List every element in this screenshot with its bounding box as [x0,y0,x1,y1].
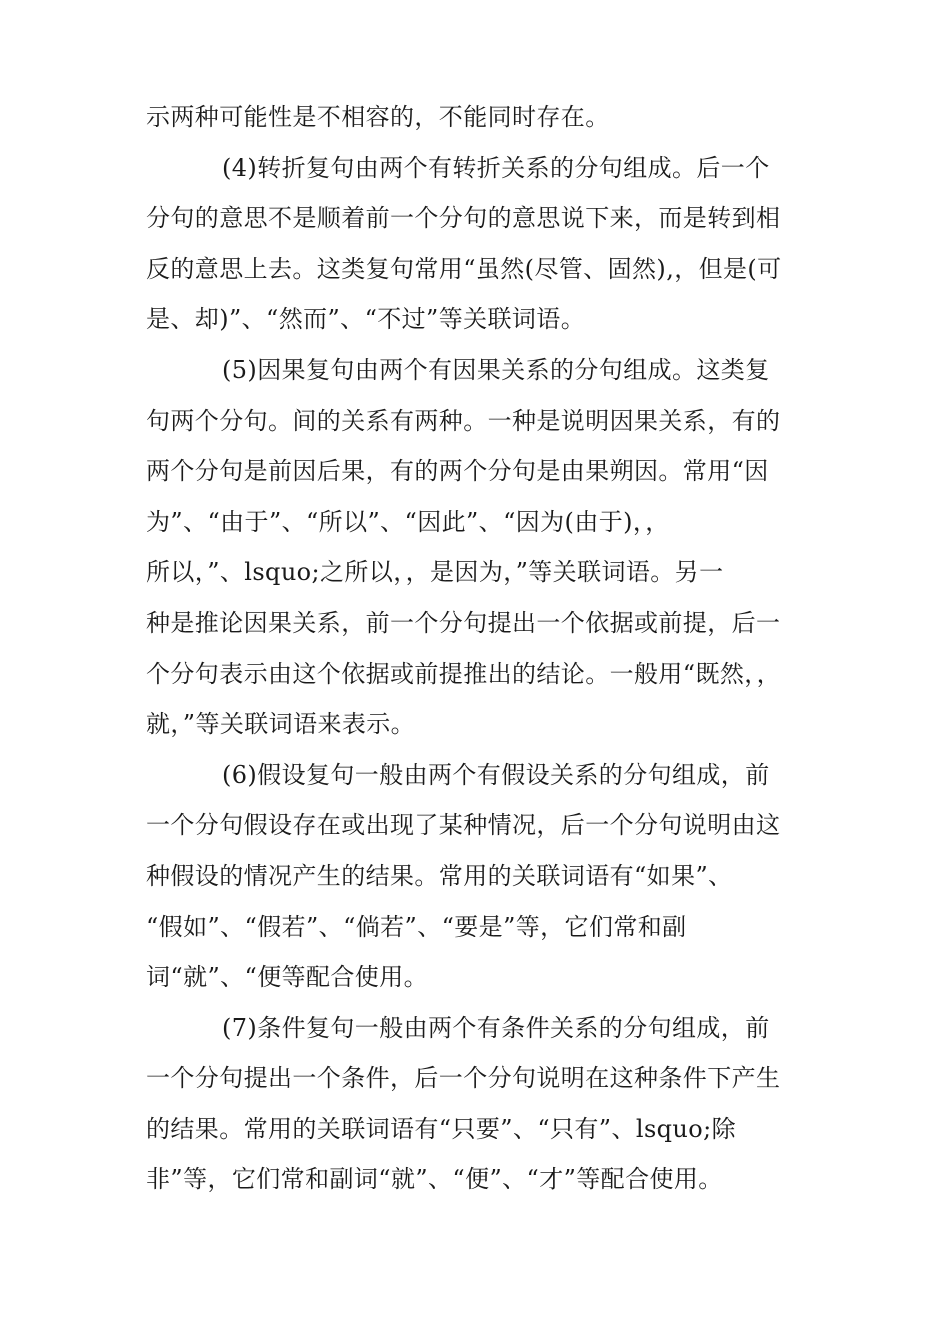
text-line: 两个分句是前因后果，有的两个分句是由果朔因。常用“因 [146,457,769,486]
paragraph-5-first-line: (5)因果复句由两个有因果关系的分句组成。这类复 [222,355,770,384]
text-line: 一个分句提出一个条件，后一个分句说明在这种条件下产生 [146,1064,781,1093]
text-line: 句两个分句。间的关系有两种。一种是说明因果关系，有的 [146,406,781,435]
text-line: 种假设的情况产生的结果。常用的关联词语有“如果”、 [146,861,733,890]
paragraph-6-first-line: (6)假设复句一般由两个有假设关系的分句组成，前 [222,760,770,789]
text-line: “假如”、“假若”、“倘若”、“要是”等，它们常和副 [146,912,687,941]
text-line: 是、却)”、“然而”、“不过”等关联词语。 [146,305,586,334]
text-line: 个分句表示由这个依据或前提推出的结论。一般用“既然，， [146,659,782,688]
text-line: 为”、“由于”、“所以”、“因此”、“因为(由于)，， [146,507,670,536]
text-line: 的结果。常用的关联词语有“只要”、“只有”、lsquo;除 [146,1114,737,1143]
text-line: 词“就”、“便等配合使用。 [146,963,429,992]
text-line: 反的意思上去。这类复句常用“虽然(尽管、固然),，但是(可 [146,254,782,283]
text-line: 一个分句假设存在或出现了某种情况，后一个分句说明由这 [146,811,781,840]
text-line: 种是推论因果关系，前一个分句提出一个依据或前提，后一 [146,608,781,637]
text-line: 示两种可能性是不相容的，不能同时存在。 [146,103,610,131]
paragraph-7-first-line: (7)条件复句一般由两个有条件关系的分句组成，前 [222,1013,770,1042]
text-line: 非”等，它们常和副词“就”、“便”、“才”等配合使用。 [146,1165,723,1194]
text-line: 分句的意思不是顺着前一个分句的意思说下来，而是转到相 [146,204,781,233]
text-line: 就，”等关联词语来表示。 [146,710,416,739]
document-body [146,92,814,1205]
text-line: 所以，”、lsquo;之所以，，是因为，”等关联词语。另一 [146,558,724,587]
paragraph-4-first-line: (4)转折复句由两个有转折关系的分句组成。后一个 [222,153,770,182]
